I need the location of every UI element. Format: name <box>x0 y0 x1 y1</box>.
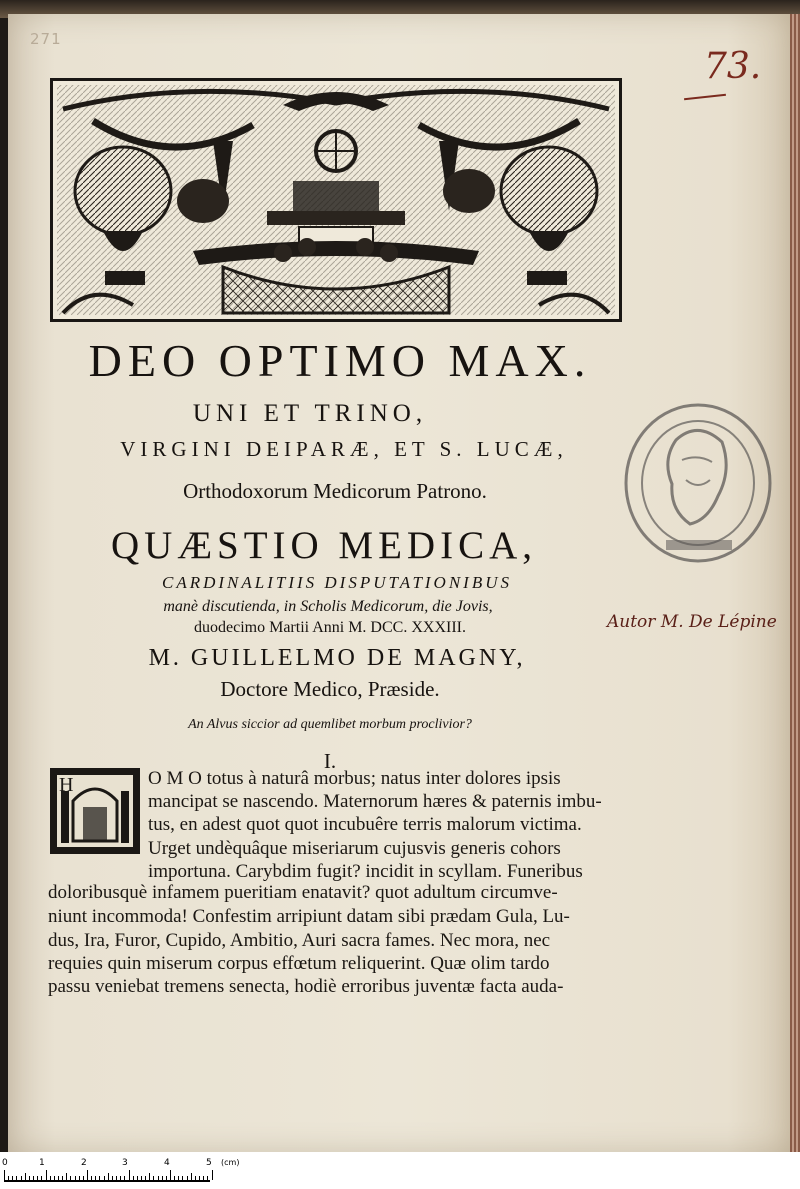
ruler-tick <box>187 1176 188 1180</box>
body-line: Urget undèquâque miseriarum cujusvis generis cohors <box>148 838 561 859</box>
ornamental-headpiece <box>50 78 622 322</box>
ruler-tick <box>70 1176 71 1180</box>
ruler-tick <box>137 1176 138 1180</box>
ruler-tick <box>83 1176 84 1180</box>
ruler-tick <box>149 1173 150 1180</box>
ruler-tick <box>112 1176 113 1180</box>
ruler-tick <box>25 1173 26 1180</box>
dedication-line-4: Orthodoxorum Medicorum Patrono. <box>183 479 487 503</box>
dropcap-letter: H <box>59 774 74 796</box>
ruler-tick <box>212 1170 213 1180</box>
thesis-question: An Alvus siccior ad quemlibet morbum proclivior? <box>188 717 472 732</box>
page-edge <box>790 14 800 1152</box>
ruler-tick <box>8 1176 9 1180</box>
ruler-tick <box>99 1176 100 1180</box>
scale-ruler <box>0 1152 800 1189</box>
ruler-tick <box>124 1176 125 1180</box>
ruler-baseline <box>4 1180 210 1182</box>
body-line: doloribusquè infamem pueritiam enatavit? quot adultum circumve- <box>48 882 558 903</box>
ruler-tick <box>54 1176 55 1180</box>
quaestio-heading: QUÆSTIO MEDICA, <box>111 524 537 567</box>
ruler-tick <box>58 1176 59 1180</box>
ruler-tick <box>145 1176 146 1180</box>
author-annotation: Autor M. De Lépine <box>607 612 777 632</box>
section-number: I. <box>323 749 337 773</box>
body-line: passu veniebat tremens senecta, hodiè erroribus juventæ facta auda- <box>48 976 564 997</box>
body-line: importuna. Carybdim fugit? incidit in scyllam. Funeribus <box>148 861 583 882</box>
ruler-tick <box>116 1176 117 1180</box>
disputation-date: duodecimo Martii Anni M. DCC. XXXIII. <box>194 619 466 636</box>
ruler-tick <box>203 1176 204 1180</box>
ruler-tick <box>29 1176 30 1180</box>
ruler-tick <box>191 1173 192 1180</box>
ruler-tick <box>79 1176 80 1180</box>
ruler-tick <box>158 1176 159 1180</box>
ruler-tick <box>178 1176 179 1180</box>
ruler-tick <box>120 1176 121 1180</box>
ruler-label: 3 <box>122 1158 128 1168</box>
ruler-tick <box>4 1170 5 1180</box>
ruler-tick <box>104 1176 105 1180</box>
body-line: niunt incommoda! Confestim arripiunt datam sibi prædam Gula, Lu- <box>48 906 570 927</box>
ruler-tick <box>33 1176 34 1180</box>
body-line: dus, Ira, Furor, Cupido, Ambitio, Auri sacra fames. Nec mora, nec <box>48 930 551 951</box>
dedication-title: DEO OPTIMO MAX. <box>88 335 592 386</box>
body-line: tus, en adest quot quot incubuêre terris malorum victima. <box>148 814 582 835</box>
praeses-name: M. GUILLELMO DE MAGNY, <box>148 645 526 671</box>
ruler-tick <box>207 1176 208 1180</box>
pencil-annotation: 271 <box>30 30 62 48</box>
ruler-tick <box>21 1176 22 1180</box>
ruler-tick <box>91 1176 92 1180</box>
ruler-tick <box>50 1176 51 1180</box>
body-line: requies quin miserum corpus effœtum reliquerint. Quæ olim tardo <box>48 953 550 974</box>
engraving-illustration <box>53 81 619 319</box>
ruler-tick <box>108 1173 109 1180</box>
ruler-label: 4 <box>164 1158 170 1168</box>
ruler-tick <box>174 1176 175 1180</box>
ruler-tick <box>133 1176 134 1180</box>
praeses-title: Doctore Medico, Præside. <box>220 677 440 701</box>
disputation-line: CARDINALITIIS DISPUTATIONIBUS <box>161 573 512 592</box>
ruler-tick <box>16 1176 17 1180</box>
ruler-tick <box>170 1170 171 1180</box>
handwritten-page-number: 73. <box>704 46 762 87</box>
ruler-label: 2 <box>81 1158 87 1168</box>
ruler-tick <box>166 1176 167 1180</box>
dedication-line-2: UNI ET TRINO, <box>192 400 428 427</box>
body-line: mancipat se nascendo. Maternorum hæres & paternis imbu- <box>148 791 602 812</box>
stamp-seal <box>622 400 774 566</box>
ruler-tick <box>199 1176 200 1180</box>
ruler-label: 0 <box>2 1158 8 1168</box>
ruler-tick <box>87 1170 88 1180</box>
ruler-tick <box>182 1176 183 1180</box>
ruler-tick <box>141 1176 142 1180</box>
ruler-tick <box>129 1170 130 1180</box>
dedication-line-3: VIRGINI DEIPARÆ, ET S. LUCÆ, <box>120 437 568 461</box>
ruler-tick <box>37 1176 38 1180</box>
ruler-tick <box>62 1176 63 1180</box>
ruler-tick <box>12 1176 13 1180</box>
disputation-detail: manè discutienda, in Scholis Medicorum, die Jovis, <box>163 598 493 615</box>
ruler-tick <box>75 1176 76 1180</box>
library-stamp <box>622 400 774 566</box>
ruler-tick <box>46 1170 47 1180</box>
ruler-tick <box>41 1176 42 1180</box>
ruler-label: 5 <box>206 1158 212 1168</box>
ruler-tick <box>95 1176 96 1180</box>
ruler-tick <box>162 1176 163 1180</box>
ruler-tick <box>195 1176 196 1180</box>
ruler-label: 1 <box>39 1158 45 1168</box>
ruler-tick <box>153 1176 154 1180</box>
dropcap-illustration <box>53 771 137 851</box>
dropcap-initial <box>50 768 140 854</box>
ruler-unit: (cm) <box>221 1158 240 1167</box>
ruler-tick <box>66 1173 67 1180</box>
body-line: O M O totus à naturâ morbus; natus inter dolores ipsis <box>148 768 561 789</box>
